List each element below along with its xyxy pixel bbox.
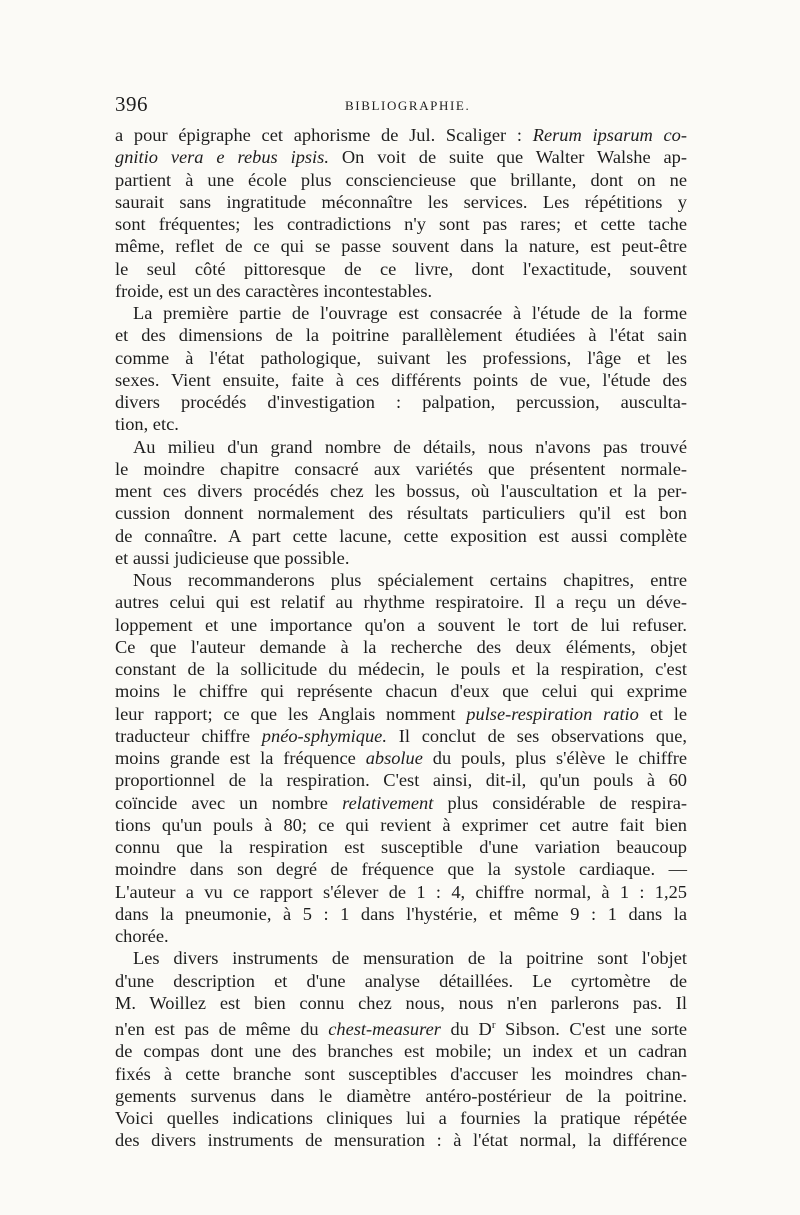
italic-text-run: pnéo-sphymique. — [261, 725, 387, 746]
text-line — [115, 858, 687, 880]
text-run: moins grande est la fréquence — [115, 748, 366, 768]
text-line — [115, 881, 687, 903]
text-line — [115, 213, 687, 235]
running-title: BIBLIOGRAPHIE. — [345, 98, 471, 113]
text-run: chorée. — [115, 926, 169, 946]
text-run: constant de la sollicitude du médecin, le pouls et la respiration, c'est — [115, 659, 687, 679]
text-run: de connaître. A part cette lacune, cette exposition est aussi complète — [115, 525, 687, 546]
text-run: coïncide avec un nombre — [115, 792, 343, 813]
text-run: loppement et une importance qu'on a souvent le tort de lui refuser. — [115, 614, 687, 635]
text-run: leur rapport; ce que les Anglais nomment — [115, 703, 467, 724]
text-run: saurait sans ingratitude méconnaître les services. Les répétitions y — [115, 191, 687, 212]
text-line — [115, 947, 687, 969]
text-run: dans la pneumonie, à 5 : 1 dans l'hystérie, et même 9 : 1 dans la — [115, 903, 687, 924]
text-line — [115, 258, 687, 280]
text-run: cussion donnent normalement des résultats particuliers qu'il est bon — [115, 503, 687, 524]
text-line — [115, 680, 687, 702]
text-run: a pour épigraphe cet aphorisme de Jul. Scaliger : — [115, 125, 533, 145]
text-run: comme à l'état pathologique, suivant les professions, l'âge et les — [115, 347, 687, 368]
text-line — [115, 280, 687, 302]
text-run: La première partie de l'ouvrage est consacrée à l'étude de la forme — [133, 303, 687, 323]
text-run: divers procédés d'investigation : palpation, percussion, ausculta- — [115, 392, 687, 412]
text-line — [115, 124, 687, 146]
text-line — [115, 925, 687, 947]
text-line — [115, 591, 687, 613]
text-run: sexes. Vient ensuite, faite à ces différents points de vue, l'étude des — [115, 369, 687, 390]
text-line — [115, 725, 687, 747]
text-run: froide, est un des caractères incontestables. — [115, 280, 433, 301]
text-run: moins le chiffre qui représente chacun d'eux que celui qui exprime — [115, 681, 687, 702]
text-run: moindre dans son degré de fréquence que la systole cardiaque. — — [115, 859, 687, 880]
italic-text-run: gnitio vera e rebus ipsis. — [115, 147, 329, 168]
text-line — [115, 814, 687, 836]
text-run: Au milieu d'un grand nombre de détails, nous n'avons pas trouvé — [133, 436, 687, 457]
text-line — [115, 992, 687, 1014]
text-line — [115, 347, 687, 369]
text-run: n'en est pas de même du — [115, 1019, 329, 1040]
text-line — [115, 703, 687, 725]
text-run: gements survenus dans le diamètre antéro-postérieur de la poitrine. — [115, 1085, 687, 1106]
text-run: On voit de suite que Walter Walshe ap- — [328, 147, 687, 168]
text-run: L'auteur a vu ce rapport s'élever de 1 : 4, chiffre normal, à 1 : 1,25 — [115, 881, 687, 902]
text-line — [115, 1063, 687, 1085]
text-run: autres celui qui est relatif au rhythme respiratoire. Il a reçu un déve- — [115, 592, 687, 613]
text-line — [115, 1040, 687, 1062]
text-line — [115, 235, 687, 257]
text-run: ment ces divers procédés chez les bossus, où l'auscultation et la per- — [115, 481, 687, 501]
text-line — [115, 792, 687, 814]
page-header — [115, 92, 687, 124]
superscript-text: r — [491, 1019, 496, 1031]
text-line — [115, 1085, 687, 1107]
italic-text-run: absolue — [365, 748, 423, 768]
text-run: du D — [440, 1019, 492, 1040]
text-line — [115, 436, 687, 458]
text-line — [115, 480, 687, 502]
text-line — [115, 302, 687, 324]
text-run: proportionnel de la respiration. C'est ainsi, dit-il, qu'un pouls à 60 — [115, 770, 687, 791]
text-line — [115, 614, 687, 636]
text-line — [115, 903, 687, 925]
text-run: fixés à cette branche sont susceptibles d'accuser les moindres chan- — [115, 1063, 687, 1084]
text-run: même, reflet de ce qui se passe souvent dans la nature, est peut-être — [115, 236, 687, 257]
paragraph-text — [115, 124, 687, 1152]
text-run: et aussi judicieuse que possible. — [115, 547, 350, 568]
text-line — [115, 970, 687, 992]
text-line — [115, 146, 687, 168]
text-line — [115, 391, 687, 413]
text-line — [115, 502, 687, 524]
text-line — [115, 458, 687, 480]
italic-text-run: Rerum ipsarum co- — [532, 125, 688, 145]
text-line — [115, 569, 687, 591]
text-run: tions qu'un pouls à 80; ce qui revient à exprimer cet autre fait bien — [115, 814, 687, 835]
text-run: M. Woillez est bien connu chez nous, nous n'en parlerons pas. Il — [115, 992, 687, 1013]
italic-text-run: relativement — [342, 792, 434, 813]
book-page — [115, 92, 687, 1152]
text-line — [115, 525, 687, 547]
text-line — [115, 547, 687, 569]
text-run: plus considérable de respira- — [433, 792, 687, 813]
text-run: du pouls, plus s'élève le chiffre — [422, 748, 688, 768]
text-run: Ce que l'auteur demande à la recherche des deux éléments, objet — [115, 636, 687, 657]
text-run: et le — [638, 703, 687, 724]
text-run: d'une description et d'une analyse détaillées. Le cyrtomètre de — [115, 970, 687, 991]
text-run: des divers instruments de mensuration : à l'état normal, la différence — [115, 1130, 687, 1151]
text-run: Nous recommanderons plus spécialement certains chapitres, entre — [133, 570, 687, 590]
italic-text-run: chest-measurer — [328, 1019, 441, 1040]
italic-text-run: pulse-respiration ratio — [466, 703, 639, 724]
page-number: 396 — [115, 92, 148, 116]
text-line — [115, 636, 687, 658]
text-run: Sibson. C'est une sorte — [495, 1019, 687, 1040]
text-run: le moindre chapitre consacré aux variétés que présentent normale- — [115, 458, 687, 479]
text-line — [115, 413, 687, 435]
text-run: et des dimensions de la poitrine parallèlement étudiées à l'état sain — [115, 325, 687, 346]
text-line — [115, 324, 687, 346]
text-line — [115, 1129, 687, 1151]
text-run: Il conclut de ses observations que, — [386, 725, 687, 746]
text-line — [115, 769, 687, 791]
text-line — [115, 1107, 687, 1129]
text-run: Les divers instruments de mensuration de la poitrine sont l'objet — [133, 948, 687, 969]
text-run: Voici quelles indications cliniques lui a fournies la pratique répétée — [115, 1108, 687, 1129]
text-run: sont fréquentes; les contradictions n'y sont pas rares; et cette tache — [115, 214, 687, 234]
text-run: partient à une école plus consciencieuse que brillante, dont on ne — [115, 169, 687, 190]
body-text — [115, 124, 687, 1152]
text-run: de compas dont une des branches est mobile; un index et un cadran — [115, 1041, 687, 1062]
text-line — [115, 836, 687, 858]
text-run: le seul côté pittoresque de ce livre, dont l'exactitude, souvent — [115, 258, 687, 279]
text-line — [115, 169, 687, 191]
text-run: tion, etc. — [115, 414, 179, 435]
text-line — [115, 369, 687, 391]
text-line — [115, 747, 687, 769]
text-line — [115, 191, 687, 213]
text-run: traducteur chiffre — [115, 725, 262, 746]
text-line — [115, 658, 687, 680]
text-line — [115, 1014, 687, 1040]
text-run: connu que la respiration est susceptible d'une variation beaucoup — [115, 837, 687, 857]
